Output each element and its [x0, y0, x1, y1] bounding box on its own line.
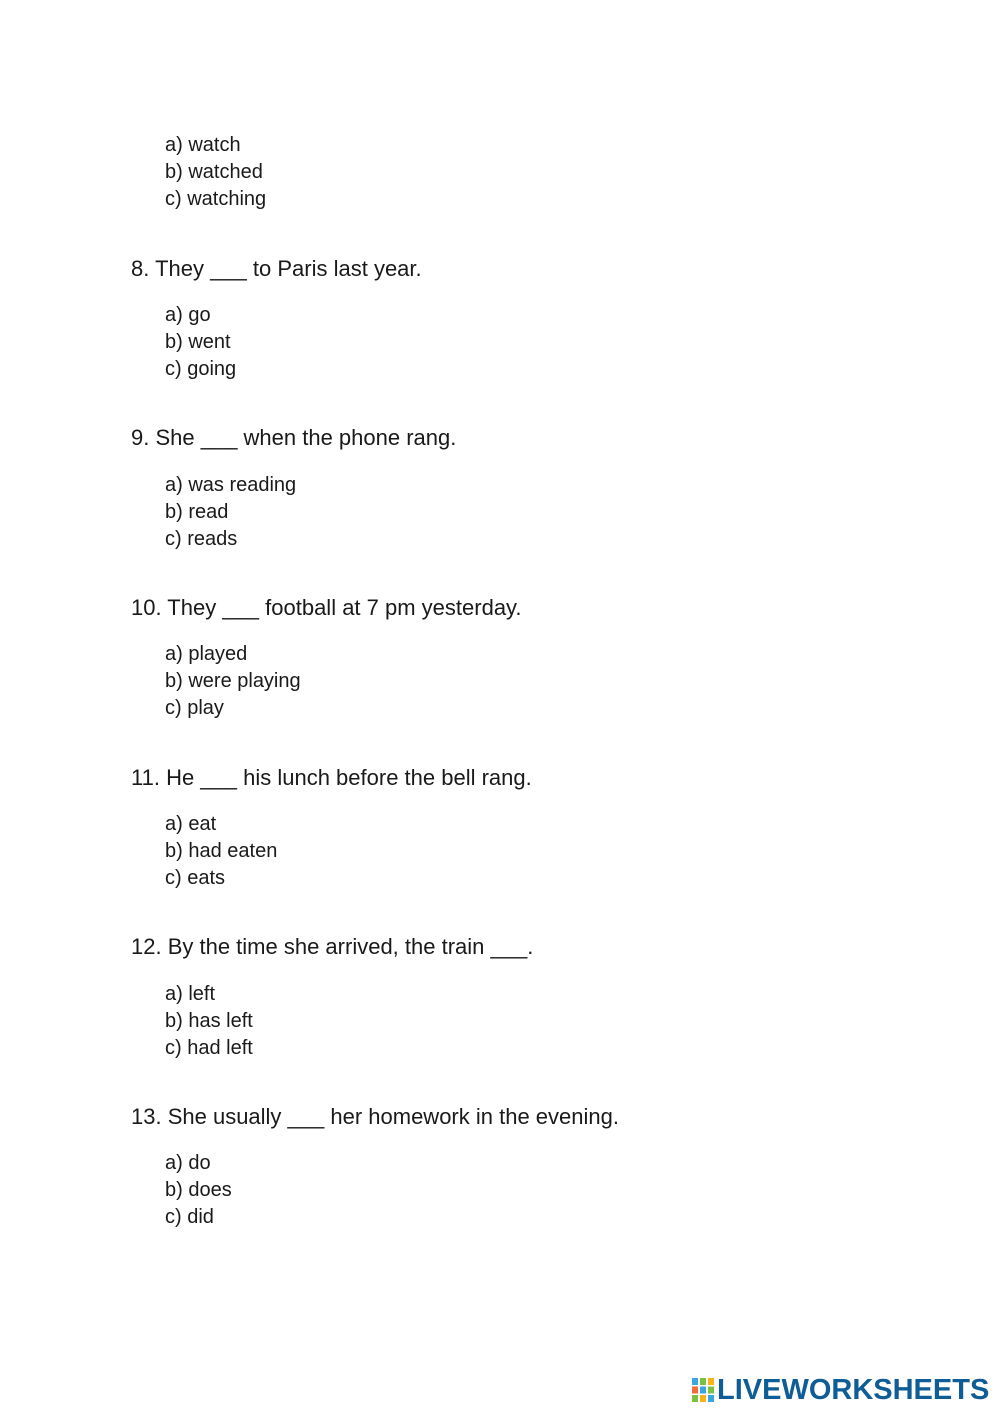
q9-option-c[interactable]: c) reads — [165, 528, 238, 550]
q10-option-c[interactable]: c) play — [165, 697, 224, 719]
q8-option-a[interactable]: a) go — [165, 304, 211, 326]
q7-option-b[interactable]: b) watched — [165, 161, 263, 183]
q12-option-c[interactable]: c) had left — [165, 1037, 253, 1059]
q12-option-b[interactable]: b) has left — [165, 1010, 253, 1032]
q9-option-a[interactable]: a) was reading — [165, 474, 297, 496]
question-9: 9. She ___ when the phone rang. — [131, 425, 457, 450]
q10-option-a[interactable]: a) played — [165, 643, 248, 665]
q11-option-c[interactable]: c) eats — [165, 867, 226, 889]
q7-option-c[interactable]: c) watching — [165, 188, 267, 210]
q8-option-b[interactable]: b) went — [165, 331, 231, 353]
liveworksheets-logo[interactable] — [692, 1374, 989, 1406]
q13-option-b[interactable]: b) does — [165, 1179, 232, 1201]
q12-option-a[interactable]: a) left — [165, 983, 216, 1005]
q10-option-b[interactable]: b) were playing — [165, 670, 301, 692]
q13-option-a[interactable]: a) do — [165, 1152, 211, 1174]
q9-option-b[interactable]: b) read — [165, 501, 229, 523]
question-13: 13. She usually ___ her homework in the evening. — [131, 1104, 619, 1129]
logo-text: LIVEWORKSHEETS — [717, 1374, 990, 1406]
question-10: 10. They ___ football at 7 pm yesterday. — [131, 595, 522, 620]
question-12: 12. By the time she arrived, the train ___. — [131, 934, 534, 959]
question-11: 11. He ___ his lunch before the bell rang. — [131, 765, 532, 790]
q11-option-a[interactable]: a) eat — [165, 813, 217, 835]
liveworksheets-logo-icon — [692, 1378, 714, 1402]
q11-option-b[interactable]: b) had eaten — [165, 840, 278, 862]
question-8: 8. They ___ to Paris last year. — [131, 256, 422, 281]
q8-option-c[interactable]: c) going — [165, 358, 237, 380]
q13-option-c[interactable]: c) did — [165, 1206, 214, 1228]
q7-option-a[interactable]: a) watch — [165, 134, 241, 156]
